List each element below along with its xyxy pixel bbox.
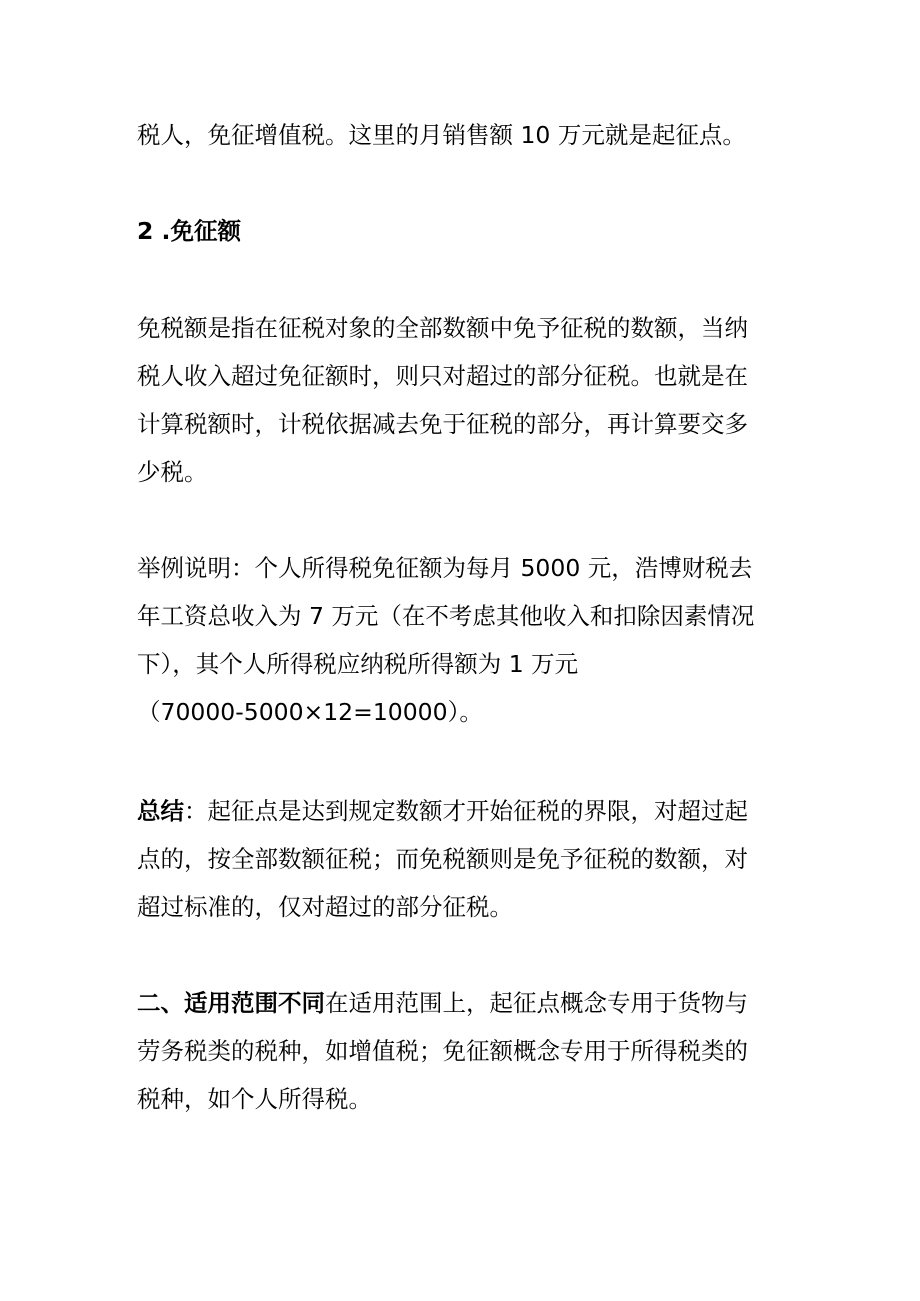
intro-line: 税人，免征增值税。这里的月销售额 10 万元就是起征点。 [137,121,746,149]
example-formula-line: （70000-5000×12=10000）。 [137,698,483,726]
scope-line-2: 劳务税类的税种，如增值税；免征额概念专用于所得税类的 [137,1037,748,1065]
summary-line-2: 点的，按全部数额征税；而免税额则是免予征税的数额，对 [137,845,748,873]
scope-heading: 二、适用范围不同 [137,989,325,1017]
summary-label: 总结 [137,797,184,825]
section-heading-exemption: 2 .免征额 [137,217,241,245]
scope-text: 在适用范围上，起征点概念专用于货物与 [325,989,748,1017]
example-line-1: 举例说明：个人所得税免征额为每月 5000 元，浩博财税去 [137,554,753,582]
definition-line-1: 免税额是指在征税对象的全部数额中免予征税的数额，当纳 [137,314,748,342]
definition-line-2: 税人收入超过免征额时，则只对超过的部分征税。也就是在 [137,362,748,390]
scope-line-1 [137,985,797,1021]
summary-line-1 [137,793,797,829]
scope-line-3: 税种，如个人所得税。 [137,1085,372,1113]
summary-text: ：起征点是达到规定数额才开始征税的界限，对超过起 [184,797,748,825]
definition-line-4: 少税。 [137,458,208,486]
example-line-3: 下），其个人所得税应纳税所得额为 1 万元 [137,650,579,678]
example-line-2: 年工资总收入为 7 万元（在不考虑其他收入和扣除因素情况 [137,602,755,630]
summary-line-3: 超过标准的，仅对超过的部分征税。 [137,893,513,921]
definition-line-3: 计算税额时，计税依据减去免于征税的部分，再计算要交多 [137,410,748,438]
